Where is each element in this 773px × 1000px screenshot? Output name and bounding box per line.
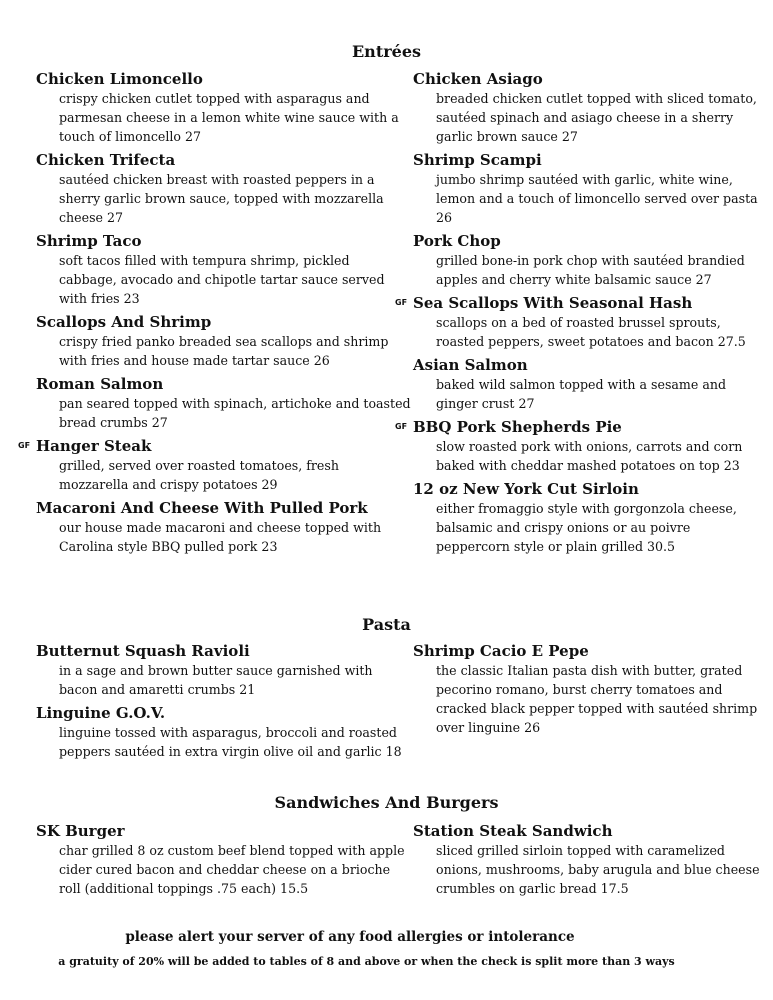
menu-item	[18, 437, 411, 494]
gluten-free-badge: GF	[395, 298, 408, 307]
item-name: Chicken Trifecta	[36, 151, 176, 169]
menu-item	[36, 499, 411, 556]
menu-item	[413, 151, 763, 227]
item-description: scallops on a bed of roasted brussel sprouts, roasted peppers, sweet potatoes and bacon 27.5	[436, 315, 746, 349]
item-name: Linguine G.O.V.	[36, 704, 166, 722]
item-description: sautéed chicken breast with roasted peppers in a sherry garlic brown sauce, topped with mozzarella cheese 27	[59, 172, 384, 225]
item-description: crispy chicken cutlet topped with asparagus and parmesan cheese in a lemon white wine sauce with a touch of limoncello 27	[59, 91, 399, 144]
menu-item	[395, 294, 763, 351]
menu-item	[413, 822, 763, 898]
sandwiches-right-column	[413, 822, 763, 903]
entrees-left-column	[18, 70, 411, 561]
menu-item	[36, 313, 411, 370]
item-name: Scallops And Shrimp	[36, 313, 212, 331]
menu-item	[36, 70, 411, 146]
menu-item	[413, 356, 763, 413]
item-description: linguine tossed with asparagus, broccoli and roasted peppers sautéed in extra virgin olive oil and garlic 18	[59, 725, 402, 759]
allergy-note: please alert your server of any food allergies or intolerance	[125, 929, 575, 945]
gluten-free-badge: GF	[395, 422, 408, 431]
item-name: Pork Chop	[413, 232, 501, 250]
item-name: Asian Salmon	[413, 356, 528, 374]
menu-item	[395, 418, 763, 475]
menu-item	[36, 822, 411, 898]
item-description: in a sage and brown butter sauce garnished with bacon and amaretti crumbs 21	[59, 663, 373, 697]
item-name: Chicken Limoncello	[36, 70, 203, 88]
pasta-title: Pasta	[362, 615, 411, 634]
item-description: grilled, served over roasted tomatoes, fresh mozzarella and crispy potatoes 29	[59, 458, 339, 492]
gluten-free-badge: GF	[18, 441, 31, 450]
menu-item	[413, 642, 763, 737]
item-description: baked wild salmon topped with a sesame and ginger crust 27	[436, 377, 727, 411]
item-name: Shrimp Scampi	[413, 151, 542, 169]
item-name: Station Steak Sandwich	[413, 822, 613, 840]
item-name: Shrimp Cacio E Pepe	[413, 642, 589, 660]
menu-item	[413, 232, 763, 289]
item-description: pan seared topped with spinach, artichoke and toasted bread crumbs 27	[59, 396, 411, 430]
menu-item	[36, 642, 411, 699]
menu-item	[413, 480, 763, 556]
entrees-right-column	[395, 70, 763, 561]
item-name: Chicken Asiago	[413, 70, 543, 88]
item-name: 12 oz New York Cut Sirloin	[413, 480, 639, 498]
item-description: char grilled 8 oz custom beef blend topped with apple cider cured bacon and cheddar cheese on a brioche roll (additional toppings .75 each) 15.5	[59, 843, 405, 896]
pasta-left-column	[36, 642, 411, 766]
item-description: slow roasted pork with onions, carrots and corn baked with cheddar mashed potatoes on top 23	[436, 439, 743, 473]
item-name: Butternut Squash Ravioli	[36, 642, 250, 660]
item-name: SK Burger	[36, 822, 125, 840]
gratuity-note: a gratuity of 20% will be added to tables of 8 and above or when the check is split more than 3 ways	[58, 955, 675, 968]
menu-item	[36, 151, 411, 227]
menu-item	[36, 375, 411, 432]
item-name: Sea Scallops With Seasonal Hash	[413, 294, 693, 312]
item-description: the classic Italian pasta dish with butter, grated pecorino romano, burst cherry tomatoes and cracked black pepper topped with sautéed shrimp over linguine 26	[436, 663, 758, 735]
item-description: sliced grilled sirloin topped with caramelized onions, mushrooms, baby arugula and blue cheese crumbles on garlic bread 17.5	[436, 843, 760, 896]
menu-item	[36, 704, 411, 761]
entrees-title: Entrées	[351, 42, 421, 61]
item-name: Roman Salmon	[36, 375, 164, 393]
item-description: grilled bone-in pork chop with sautéed brandied apples and cherry white balsamic sauce 27	[436, 253, 745, 287]
item-name: Shrimp Taco	[36, 232, 142, 250]
menu-item	[413, 70, 763, 146]
item-name: Macaroni And Cheese With Pulled Pork	[36, 499, 368, 517]
item-name: Hanger Steak	[36, 437, 152, 455]
pasta-right-column	[413, 642, 763, 742]
sandwiches-title: Sandwiches And Burgers	[274, 793, 499, 812]
item-name: BBQ Pork Shepherds Pie	[413, 418, 622, 436]
item-description: either fromaggio style with gorgonzola cheese, balsamic and crispy onions or au poivre peppercorn style or plain grilled 30.5	[436, 501, 737, 554]
item-description: breaded chicken cutlet topped with sliced tomato, sautéed spinach and asiago cheese in a sherry garlic brown sauce 27	[436, 91, 757, 144]
sandwiches-left-column	[36, 822, 411, 903]
item-description: jumbo shrimp sautéed with garlic, white wine, lemon and a touch of limoncello served over pasta 26	[436, 172, 758, 225]
menu-item	[36, 232, 411, 308]
item-description: crispy fried panko breaded sea scallops and shrimp with fries and house made tartar sauce 26	[59, 334, 389, 368]
item-description: our house made macaroni and cheese topped with Carolina style BBQ pulled pork 23	[59, 520, 382, 554]
item-description: soft tacos filled with tempura shrimp, pickled cabbage, avocado and chipotle tartar sauce served with fries 23	[59, 253, 385, 306]
